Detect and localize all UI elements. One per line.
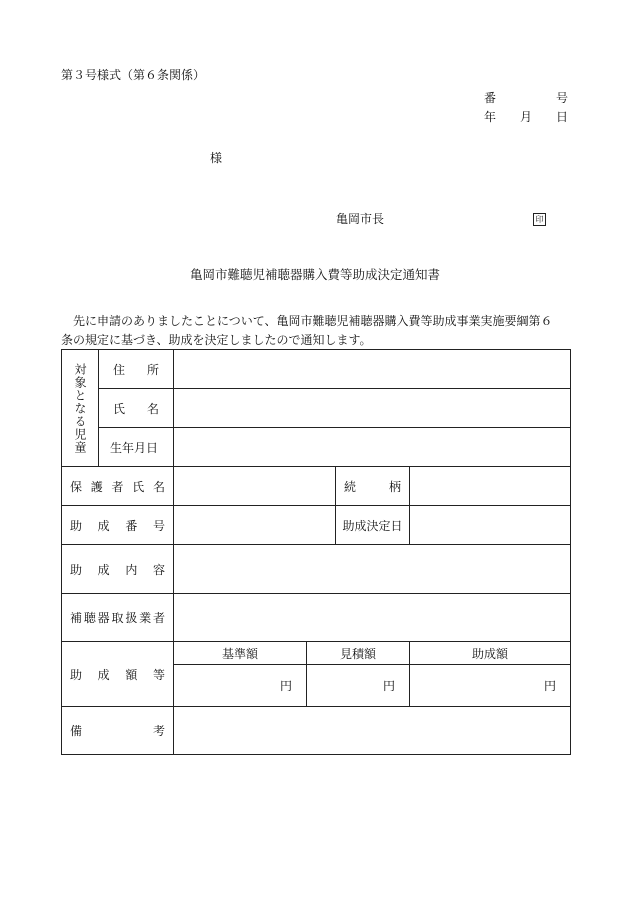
decision-date-label: 助成決定日 [342, 518, 403, 533]
date-label-day: 日 [555, 110, 568, 124]
table-row-guardian [62, 467, 571, 506]
body-text-line-2: 条の規定に基づき、助成を決定しましたので通知します。 [61, 333, 372, 347]
remarks-label-2: 考 [152, 724, 165, 738]
address-label-1: 住 [113, 362, 126, 377]
grant-number-field[interactable] [174, 506, 336, 545]
dealer-label-3: 器 [97, 611, 110, 625]
guardian-label-1: 保 [70, 479, 83, 494]
document-date-label [484, 111, 568, 123]
dealer-label-2: 聴 [83, 611, 96, 625]
guardian-name-field[interactable] [174, 467, 336, 506]
standard-amount-header: 基準額 [174, 642, 307, 665]
number-label-ban: 番 [484, 91, 497, 105]
birthdate-label-cell [99, 428, 174, 467]
child-group-label: 対象となる児童 [73, 362, 87, 454]
grant-content-label-1: 助 [70, 562, 83, 577]
dealer-label-cell [62, 594, 174, 642]
grant-number-label-4: 号 [152, 518, 165, 533]
amount-label-2: 成 [97, 667, 110, 682]
dealer-label-5: 扱 [125, 611, 138, 625]
estimate-amount-header: 見積額 [307, 642, 410, 665]
estimate-amount-field[interactable] [307, 665, 410, 707]
dealer-label-6: 業 [139, 611, 152, 625]
grant-content-field[interactable] [174, 545, 571, 594]
grant-content-label-4: 容 [152, 562, 165, 577]
grant-number-label-1: 助 [70, 518, 83, 533]
address-field[interactable] [174, 350, 571, 389]
relation-label-cell [336, 467, 410, 506]
amount-label-4: 等 [152, 667, 165, 682]
notification-form-table [61, 349, 571, 755]
recipient-suffix: 様 [210, 151, 223, 165]
relation-field[interactable] [410, 467, 571, 506]
amount-label-1: 助 [70, 667, 83, 682]
relation-label-1: 続 [344, 479, 357, 494]
guardian-label-cell [62, 467, 174, 506]
name-label-2: 名 [146, 401, 159, 416]
grant-number-label-3: 番 [125, 518, 138, 533]
dealer-field[interactable] [174, 594, 571, 642]
issuer-name: 亀岡市長 [336, 212, 385, 226]
table-row-child-birthdate [62, 428, 571, 467]
table-row-remarks [62, 707, 571, 755]
address-label-2: 所 [146, 362, 159, 377]
name-label-1: 氏 [113, 401, 126, 416]
guardian-label-4: 氏 [132, 479, 145, 494]
standard-amount-yen: 円 [279, 679, 292, 693]
child-name-field[interactable] [174, 389, 571, 428]
grant-content-label-3: 内 [125, 562, 138, 577]
amount-label-3: 額 [125, 667, 138, 682]
body-text-line-1: 先に申請のありましたことについて、亀岡市難聴児補聴器購入費等助成事業実施要綱第６ [61, 314, 553, 328]
grant-content-label-2: 成 [97, 562, 110, 577]
table-row-child-address [62, 350, 571, 389]
address-label-cell [99, 350, 174, 389]
relation-label-2: 柄 [388, 479, 401, 494]
decision-date-label-cell [336, 506, 410, 545]
table-row-grant-content [62, 545, 571, 594]
remarks-label-1: 備 [70, 724, 83, 738]
document-number-label [484, 92, 568, 104]
grant-content-label-cell [62, 545, 174, 594]
seal-mark-icon: 印 [533, 212, 546, 226]
name-label-cell [99, 389, 174, 428]
grant-amount-yen: 円 [544, 679, 557, 693]
amount-label-cell [62, 642, 174, 707]
dealer-label-1: 補 [70, 611, 83, 625]
grant-number-label-cell [62, 506, 174, 545]
table-row-grant-number [62, 506, 571, 545]
document-title: 亀岡市難聴児補聴器購入費等助成決定通知書 [190, 267, 441, 282]
table-row-amount-header [62, 642, 571, 665]
date-label-month: 月 [519, 110, 532, 124]
guardian-label-5: 名 [152, 479, 165, 494]
grant-amount-header: 助成額 [410, 642, 571, 665]
number-label-go: 号 [555, 91, 568, 105]
birthdate-field[interactable] [174, 428, 571, 467]
estimate-amount-yen: 円 [382, 679, 395, 693]
child-group-label-cell [62, 350, 99, 467]
table-row-child-name [62, 389, 571, 428]
dealer-label-7: 者 [152, 611, 165, 625]
standard-amount-field[interactable] [174, 665, 307, 707]
dealer-label-4: 取 [111, 611, 124, 625]
guardian-label-3: 者 [111, 479, 124, 494]
grant-amount-field[interactable] [410, 665, 571, 707]
form-number: 第３号様式（第６条関係） [61, 68, 206, 82]
date-label-year: 年 [484, 110, 497, 124]
guardian-label-2: 護 [90, 479, 103, 494]
birthdate-label: 生年月日 [110, 440, 159, 455]
table-row-dealer [62, 594, 571, 642]
grant-number-label-2: 成 [97, 518, 110, 533]
remarks-label-cell [62, 707, 174, 755]
decision-date-field[interactable] [410, 506, 571, 545]
remarks-field[interactable] [174, 707, 571, 755]
